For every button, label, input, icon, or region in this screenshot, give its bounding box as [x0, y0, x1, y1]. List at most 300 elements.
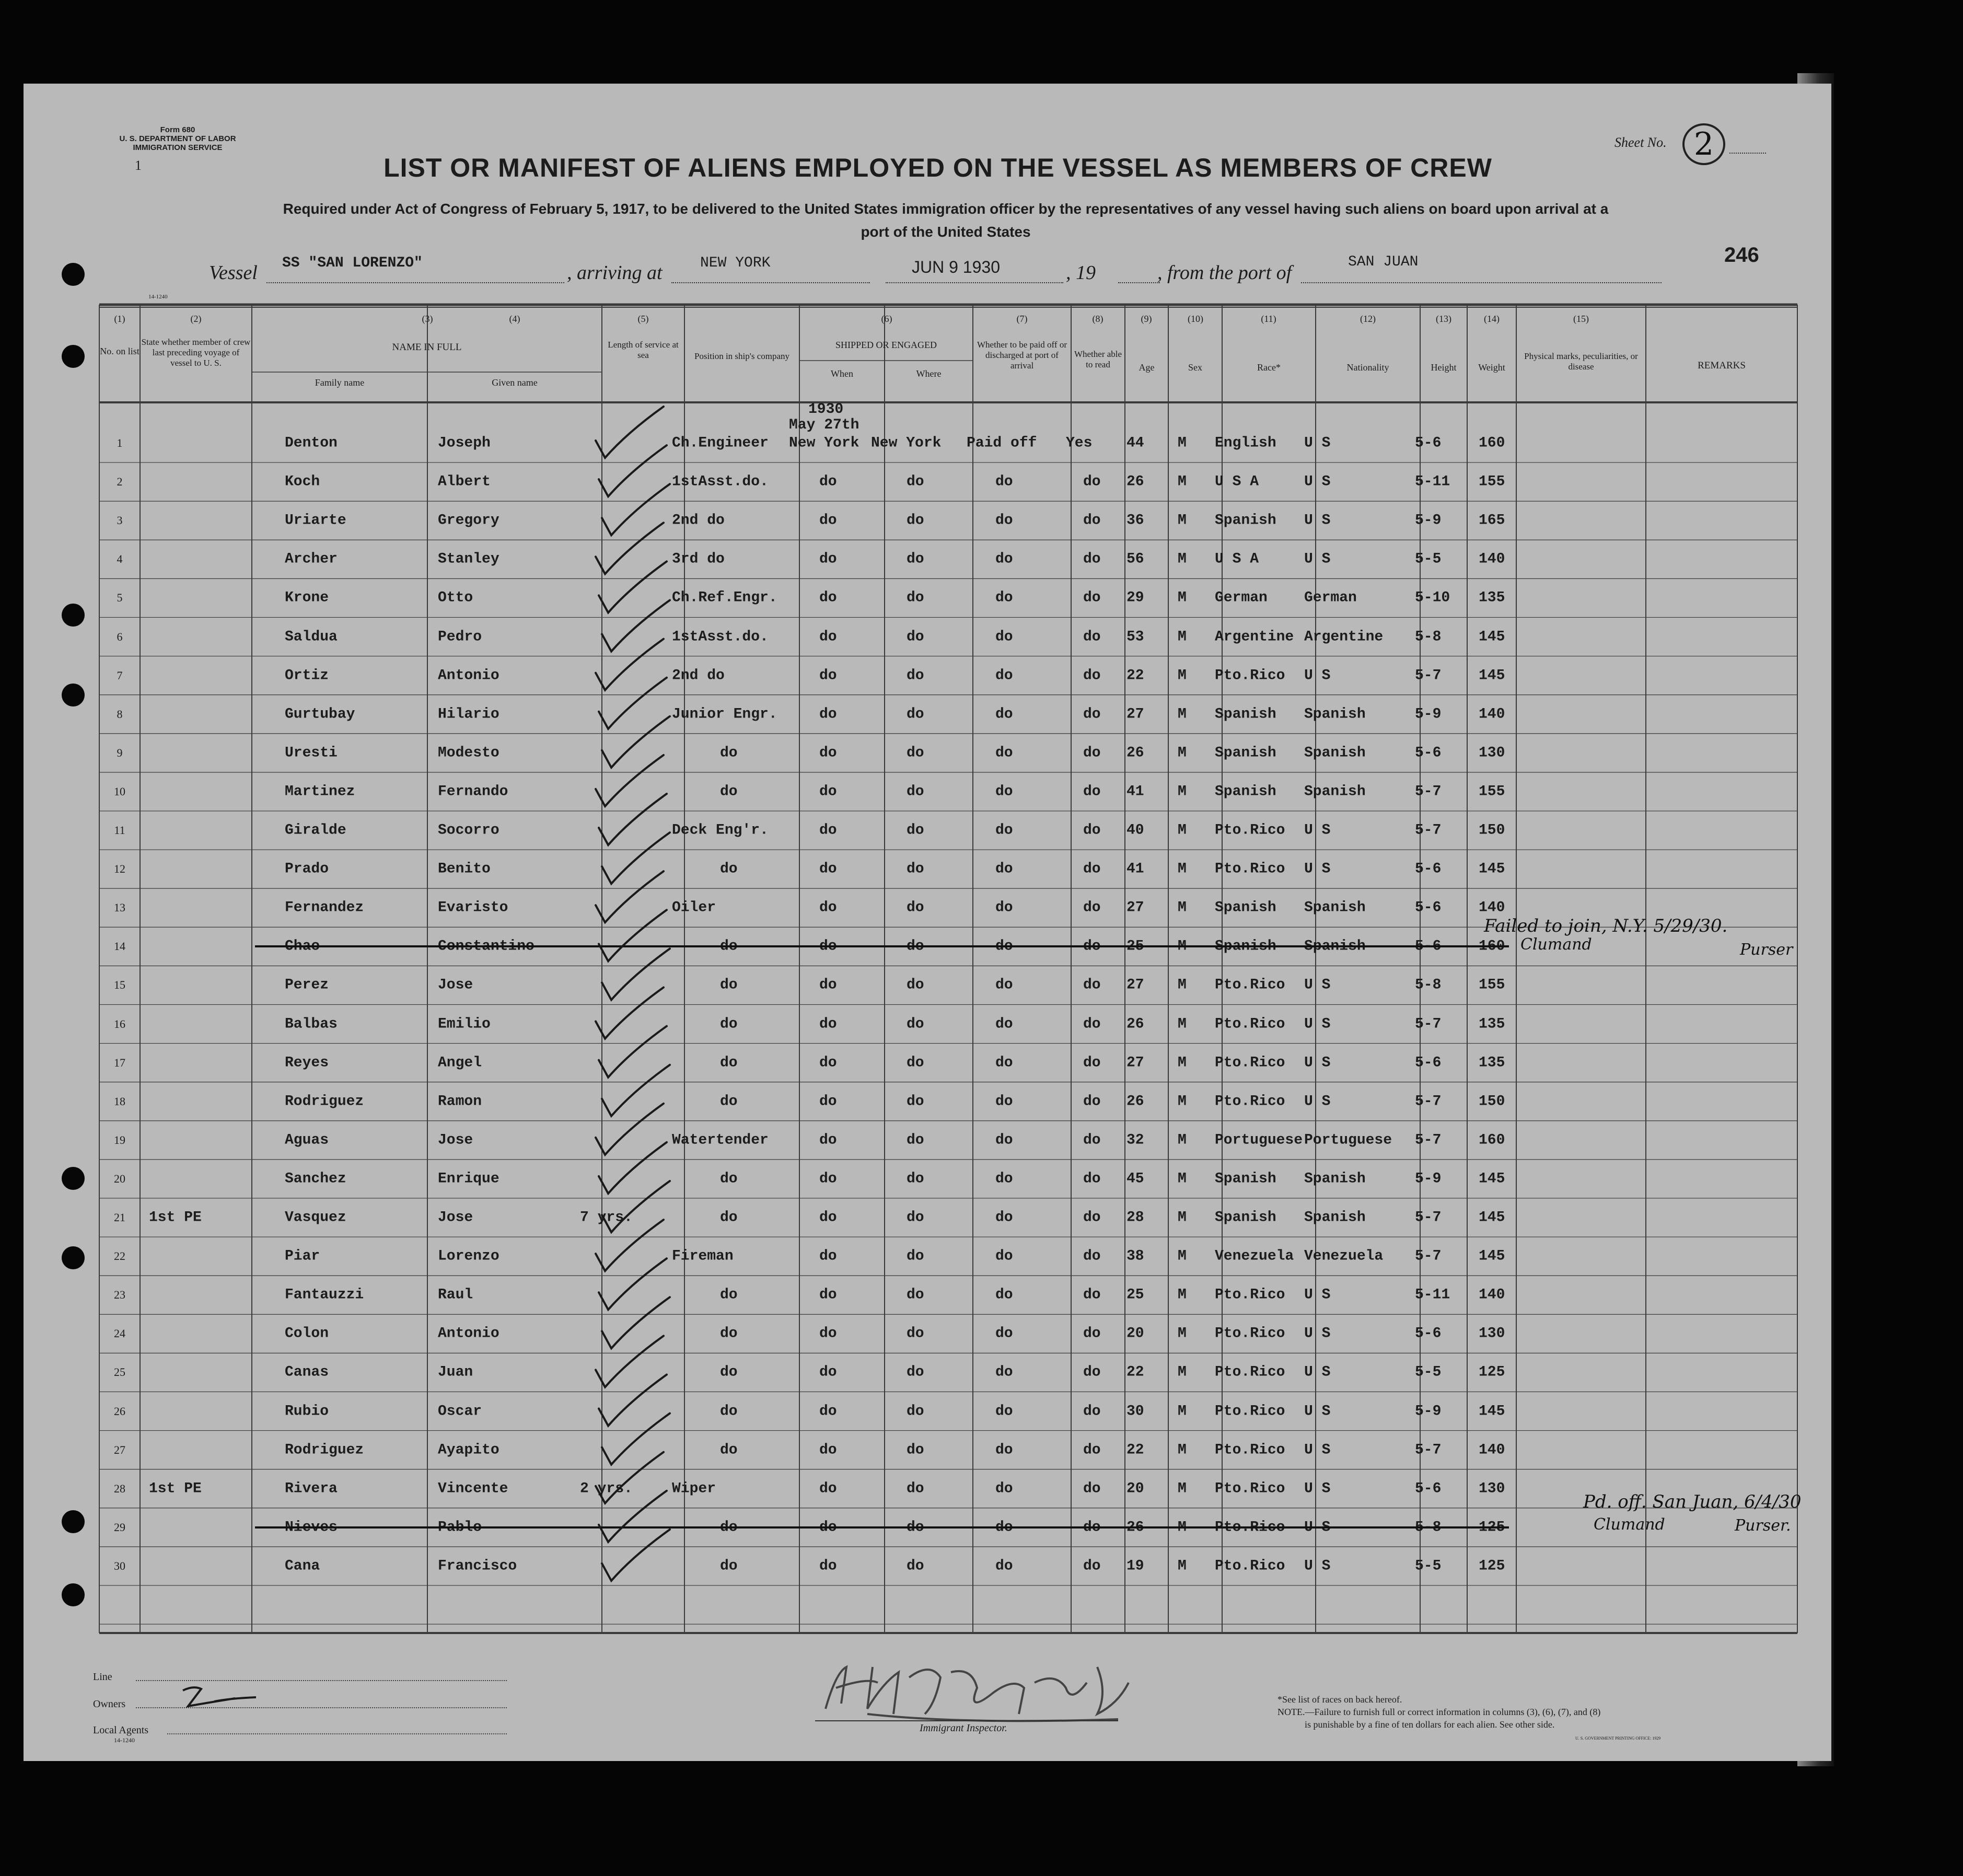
header-given: Given name: [492, 377, 538, 388]
cell-family: Cana: [285, 1558, 320, 1574]
cell-when: do: [819, 629, 837, 645]
cell-paid: do: [995, 706, 1013, 723]
cell-sex: M: [1178, 1132, 1187, 1149]
arriving-port: NEW YORK: [700, 255, 771, 271]
cell-weight: 145: [1479, 629, 1505, 645]
annotation-row29-title: Purser.: [1735, 1516, 1791, 1535]
cell-race: Spanish: [1215, 706, 1276, 723]
cell-read: do: [1083, 745, 1101, 761]
cell-sex: M: [1178, 435, 1187, 451]
cell-age: 38: [1126, 1248, 1144, 1265]
cell-race: Pto.Rico: [1215, 1558, 1285, 1574]
row-number: 27: [114, 1443, 125, 1456]
cell-age: 29: [1126, 589, 1144, 606]
cell-weight: 155: [1479, 473, 1505, 490]
cell-position: do: [720, 1055, 738, 1071]
cell-paid: do: [995, 783, 1013, 800]
cell-position: 1stAsst.do.: [672, 473, 769, 490]
cell-position: do: [720, 1442, 738, 1458]
cell-weight: 135: [1479, 1055, 1505, 1071]
cell-nat: U S: [1304, 1519, 1331, 1536]
cell-sex: M: [1178, 899, 1187, 916]
cell-nat: U S: [1304, 512, 1331, 529]
cell-where: do: [907, 667, 924, 684]
cell-given: Jose: [438, 1209, 473, 1226]
cell-height: 5-5: [1415, 551, 1442, 568]
cell-nat: Spanish: [1304, 783, 1366, 800]
cell-race: German: [1215, 589, 1268, 606]
cell-read: do: [1083, 1248, 1101, 1265]
row-number: 29: [114, 1520, 125, 1534]
cell-age: 20: [1126, 1480, 1144, 1497]
cell-race: Pto.Rico: [1215, 861, 1285, 877]
cell-sex: M: [1178, 551, 1187, 568]
cell-weight: 165: [1479, 512, 1505, 529]
cell-given: Raul: [438, 1287, 473, 1303]
cell-nat: German: [1304, 589, 1357, 606]
cell-when: do: [819, 861, 837, 877]
header-age: Age: [1139, 362, 1155, 373]
cell-given: Jose: [438, 977, 473, 993]
cell-weight: 140: [1479, 1287, 1505, 1303]
annotation-row14-signature: Clumand: [1520, 935, 1592, 954]
cell-given: Socorro: [438, 822, 500, 839]
cell-race: Pto.Rico: [1215, 1287, 1285, 1303]
cell-given: Francisco: [438, 1558, 517, 1574]
cell-read: do: [1083, 899, 1101, 916]
cell-height: 5-6: [1415, 899, 1442, 916]
cell-position: do: [720, 1558, 738, 1574]
cell-family: Gurtubay: [285, 706, 355, 723]
header-weight: Weight: [1478, 362, 1505, 373]
cell-weight: 125: [1479, 1558, 1505, 1574]
cell-weight: 150: [1479, 1093, 1505, 1110]
cell-weight: 135: [1479, 589, 1505, 606]
column-number: (14): [1484, 314, 1500, 324]
annotation-row14-title: Purser: [1740, 941, 1793, 959]
cell-where: do: [907, 589, 924, 606]
cell-where: do: [907, 473, 924, 490]
cell-where: do: [907, 1132, 924, 1149]
header-position: Position in ship's company: [694, 351, 790, 361]
cell-sex: M: [1178, 977, 1187, 993]
cell-race: Venezuela: [1215, 1248, 1294, 1265]
cell-family: Piar: [285, 1248, 320, 1265]
cell-where: do: [907, 1248, 924, 1265]
cell-sex: M: [1178, 1364, 1187, 1381]
header-remarks: REMARKS: [1698, 360, 1746, 371]
cell-paid: do: [995, 589, 1013, 606]
cell-height: 5-6: [1415, 745, 1442, 761]
cell-paid: do: [995, 1287, 1013, 1303]
row-number: 5: [117, 591, 123, 605]
cell-read: do: [1083, 629, 1101, 645]
cell-when: do: [819, 1093, 837, 1110]
cell-given: Albert: [438, 473, 491, 490]
cell-where: do: [907, 1093, 924, 1110]
cell-read: do: [1083, 977, 1101, 993]
cell-height: 5-7: [1415, 783, 1442, 800]
cell-paid: do: [995, 1403, 1013, 1419]
cell-read: do: [1083, 1480, 1101, 1497]
sheet-number: 2: [1682, 123, 1725, 165]
row-number: 19: [114, 1133, 125, 1147]
cell-height: 5-5: [1415, 1558, 1442, 1574]
checkmark-icon: [596, 639, 664, 690]
cell-nat: U S: [1304, 1403, 1331, 1419]
header-length: Length of service at sea: [608, 340, 679, 360]
gpo-note: U. S. GOVERNMENT PRINTING OFFICE: 1929: [1575, 1736, 1661, 1741]
cell-race: Argentine: [1215, 629, 1294, 645]
cell-family: Perez: [285, 977, 329, 993]
checkmark-icon: [596, 407, 664, 458]
cell-given: Lorenzo: [438, 1248, 500, 1265]
cell-height: 5-7: [1415, 1016, 1442, 1032]
row-number: 30: [114, 1559, 125, 1572]
cell-position: 2nd do: [672, 512, 725, 529]
cell-nat: U S: [1304, 822, 1331, 839]
cell-sex: M: [1178, 589, 1187, 606]
cell-weight: 150: [1479, 822, 1505, 839]
cell-position: do: [720, 1209, 738, 1226]
cell-where: do: [907, 1171, 924, 1187]
cell-family: Ortiz: [285, 667, 329, 684]
row-number: 26: [114, 1404, 125, 1418]
cell-family: Rodriguez: [285, 1093, 364, 1110]
cell-read: do: [1083, 1325, 1101, 1342]
cell-when: do: [819, 1403, 837, 1419]
cell-age: 22: [1126, 1442, 1144, 1458]
page-number: 246: [1724, 244, 1759, 267]
annotation-row29-note: Pd. off. San Juan, 6/4/30: [1583, 1491, 1802, 1512]
cell-weight: 140: [1479, 1442, 1505, 1458]
header-read: Whether able to read: [1074, 349, 1122, 369]
race-note: *See list of races on back hereof.: [1277, 1694, 1402, 1705]
cell-height: 5-9: [1415, 1171, 1442, 1187]
cell-when: do: [819, 667, 837, 684]
cell-read: do: [1083, 1364, 1101, 1381]
cell-weight: 135: [1479, 1016, 1505, 1032]
column-number: (1): [114, 314, 125, 324]
checkmark-icon: [596, 523, 664, 574]
cell-position: do: [720, 1325, 738, 1342]
cell-weight: 140: [1479, 551, 1505, 568]
cell-sex: M: [1178, 745, 1187, 761]
header-family: Family name: [315, 377, 365, 388]
cell-position: 3rd do: [672, 551, 725, 568]
cell-family: Colon: [285, 1325, 329, 1342]
cell-nat: U S: [1304, 435, 1331, 451]
cell-family: Chao: [285, 938, 320, 955]
cell-weight: 145: [1479, 1171, 1505, 1187]
cell-given: Ramon: [438, 1093, 482, 1110]
cell-age: 22: [1126, 1364, 1144, 1381]
column-number: (6): [881, 314, 892, 324]
column-number: (12): [1360, 314, 1376, 324]
arrival-date: JUN 9 1930: [912, 258, 1000, 276]
cell-age: 27: [1126, 706, 1144, 723]
cell-nat: U S: [1304, 1480, 1331, 1497]
cell-read: do: [1083, 861, 1101, 877]
cell-nat: Venezuela: [1304, 1248, 1384, 1265]
form-number: Form 680: [160, 125, 195, 134]
cell-when: do: [819, 1519, 837, 1536]
cell-position: Deck Eng'r.: [672, 822, 769, 839]
cell-height: 5-11: [1415, 473, 1450, 490]
cell-where: do: [907, 938, 924, 955]
cell-age: 53: [1126, 629, 1144, 645]
cell-read: do: [1083, 1442, 1101, 1458]
cell-when: do: [819, 1364, 837, 1381]
cell-weight: 130: [1479, 745, 1505, 761]
cell-read: do: [1083, 1055, 1101, 1071]
header-state: State whether member of crew last preceding voyage of vessel to U. S.: [141, 337, 251, 368]
cell-race: Pto.Rico: [1215, 1055, 1285, 1071]
cell-family: Martinez: [285, 783, 355, 800]
cell-sex: M: [1178, 1325, 1187, 1342]
cell-race: Spanish: [1215, 783, 1276, 800]
column-number: (13): [1436, 314, 1451, 324]
cell-family: Vasquez: [285, 1209, 346, 1226]
cell-position: do: [720, 1287, 738, 1303]
header-height: Height: [1431, 362, 1457, 373]
cell-given: Pedro: [438, 629, 482, 645]
cell-sex: M: [1178, 822, 1187, 839]
cell-given: Angel: [438, 1055, 482, 1071]
cell-where: do: [907, 822, 924, 839]
cell-read: do: [1083, 1132, 1101, 1149]
cell-family: Rubio: [285, 1403, 329, 1419]
cell-when: do: [819, 706, 837, 723]
cell-paid: do: [995, 1248, 1013, 1265]
cell-height: 5-6: [1415, 1325, 1442, 1342]
cell-family: Prado: [285, 861, 329, 877]
footer-owners-label: Owners: [93, 1698, 126, 1710]
header-race: Race*: [1257, 362, 1281, 373]
cell-race: Spanish: [1215, 1171, 1276, 1187]
cell-height: 5-7: [1415, 1209, 1442, 1226]
cell-weight: 145: [1479, 861, 1505, 877]
cell-weight: 160: [1479, 1132, 1505, 1149]
cell-position: do: [720, 977, 738, 993]
cell-sex: M: [1178, 1287, 1187, 1303]
service: IMMIGRATION SERVICE: [133, 143, 223, 152]
inspector-line: [815, 1720, 1118, 1721]
cell-weight: 140: [1479, 899, 1505, 916]
cell-position: Junior Engr.: [672, 706, 777, 723]
cell-paid: do: [995, 667, 1013, 684]
cell-height: 5-10: [1415, 589, 1450, 606]
cell-given: Oscar: [438, 1403, 482, 1419]
cell-given: Antonio: [438, 667, 500, 684]
cell-paid: do: [995, 473, 1013, 490]
cell-where: do: [907, 1055, 924, 1071]
inspector-signature: [805, 1651, 1139, 1730]
cell-race: Pto.Rico: [1215, 667, 1285, 684]
cell-when: do: [819, 1016, 837, 1032]
cell-height: 5-7: [1415, 822, 1442, 839]
cell-sex: M: [1178, 706, 1187, 723]
cell-family: Koch: [285, 473, 320, 490]
cell-when: do: [819, 899, 837, 916]
cell-sex: M: [1178, 861, 1187, 877]
cell-sex: M: [1178, 1209, 1187, 1226]
cell-race: Spanish: [1215, 938, 1276, 955]
cell-when: do: [819, 1287, 837, 1303]
cell-age: 44: [1126, 435, 1144, 451]
cell-weight: 145: [1479, 1209, 1505, 1226]
fine-note-1: NOTE.—Failure to furnish full or correct information in columns (3), (6), (7), and (8): [1277, 1707, 1601, 1717]
cell-height: 5-7: [1415, 667, 1442, 684]
cell-age: 41: [1126, 861, 1144, 877]
row-number: 15: [114, 978, 125, 992]
cell-given: Emilio: [438, 1016, 491, 1032]
checkmark-icon: [596, 988, 664, 1039]
cell-read: do: [1083, 706, 1101, 723]
cell-paid: do: [995, 1209, 1013, 1226]
cell-nat: U S: [1304, 1055, 1331, 1071]
row-number: 11: [114, 824, 125, 837]
cell-position: do: [720, 1171, 738, 1187]
cell-nat: U S: [1304, 667, 1331, 684]
footer-line-label: Line: [93, 1671, 112, 1683]
cell-read: do: [1083, 1403, 1101, 1419]
cell-where: do: [907, 1287, 924, 1303]
column-number: (15): [1573, 314, 1589, 324]
cell-given: Vincente: [438, 1480, 508, 1497]
cell-where: do: [907, 1558, 924, 1574]
cell-read: do: [1083, 512, 1101, 529]
vessel-label: Vessel: [209, 262, 258, 284]
cell-family: Uriarte: [285, 512, 346, 529]
cell-nat: U S: [1304, 473, 1331, 490]
cell-weight: 140: [1479, 706, 1505, 723]
page-title: LIST OR MANIFEST OF ALIENS EMPLOYED ON THE VESSEL AS MEMBERS OF CREW: [384, 153, 1492, 182]
cell-height: 5-9: [1415, 706, 1442, 723]
cell-read: do: [1083, 1558, 1101, 1574]
cell-age: 27: [1126, 977, 1144, 993]
cell-nat: U S: [1304, 551, 1331, 568]
from-port: SAN JUAN: [1348, 254, 1419, 270]
cell-when: do: [819, 589, 837, 606]
cell-age: 32: [1126, 1132, 1144, 1149]
cell-when: do: [819, 1055, 837, 1071]
cell-position: Watertender: [672, 1132, 769, 1149]
row-number: 12: [114, 862, 125, 876]
cell-sex: M: [1178, 938, 1187, 955]
first-row-year: 1930: [808, 401, 844, 418]
cell-when: do: [819, 1480, 837, 1497]
cell-where: do: [907, 1403, 924, 1419]
cell-position: Oiler: [672, 899, 716, 916]
subtitle-line-1: Required under Act of Congress of February 5, 1917, to be delivered to the United States immigration officer by the representatives of any vessel having such aliens on board upon arrival at a: [283, 201, 1609, 217]
cell-age: 26: [1126, 473, 1144, 490]
cell-when: New York: [789, 435, 859, 451]
cell-sex: M: [1178, 1558, 1187, 1574]
cell-height: 5-6: [1415, 938, 1442, 955]
cell-nat: U S: [1304, 1016, 1331, 1032]
cell-position: do: [720, 1364, 738, 1381]
checkmark-icon: [596, 1220, 664, 1271]
header-shipped: SHIPPED OR ENGAGED: [835, 340, 937, 350]
cell-paid: do: [995, 899, 1013, 916]
cell-race: U S A: [1215, 473, 1259, 490]
cell-age: 26: [1126, 1093, 1144, 1110]
cell-given: Constantino: [438, 938, 535, 955]
cell-race: Portuguese: [1215, 1132, 1303, 1149]
cell-where: do: [907, 512, 924, 529]
cell-family: Fantauzzi: [285, 1287, 364, 1303]
cell-where: New York: [871, 435, 942, 451]
cell-read: do: [1083, 822, 1101, 839]
cell-where: do: [907, 977, 924, 993]
cell-height: 5-7: [1415, 1093, 1442, 1110]
footer-agents-dotline: [167, 1733, 507, 1734]
cell-height: 5-9: [1415, 1403, 1442, 1419]
column-number: (9): [1141, 314, 1152, 324]
cell-read: do: [1083, 1287, 1101, 1303]
cell-sex: M: [1178, 1016, 1187, 1032]
cell-age: 27: [1126, 1055, 1144, 1071]
row-number: 23: [114, 1288, 125, 1302]
cell-read: Yes: [1066, 435, 1093, 451]
cell-sex: M: [1178, 629, 1187, 645]
row-number: 21: [114, 1211, 125, 1224]
header-paid: Whether to be paid off or discharged at port of arrival: [977, 340, 1067, 370]
cell-nat: Spanish: [1304, 899, 1366, 916]
checkmark-icon: [596, 1452, 664, 1503]
column-number: (5): [637, 314, 649, 324]
cell-height: 5-7: [1415, 1442, 1442, 1458]
cell-family: Reyes: [285, 1055, 329, 1071]
cell-read: do: [1083, 589, 1101, 606]
cell-sex: M: [1178, 1480, 1187, 1497]
row-number: 25: [114, 1365, 125, 1379]
cell-nat: U S: [1304, 1558, 1331, 1574]
cell-nat: Portuguese: [1304, 1132, 1392, 1149]
cell-race: Pto.Rico: [1215, 1403, 1285, 1419]
cell-given: Enrique: [438, 1171, 500, 1187]
checkmark-icon: [596, 1336, 664, 1387]
cell-weight: 160: [1479, 938, 1505, 955]
cell-nat: U S: [1304, 861, 1331, 877]
cell-weight: 155: [1479, 977, 1505, 993]
cell-height: 5-5: [1415, 1364, 1442, 1381]
cell-age: 56: [1126, 551, 1144, 568]
cell-age: 27: [1126, 899, 1144, 916]
cell-sex: M: [1178, 1093, 1187, 1110]
cell-nat: Spanish: [1304, 1171, 1366, 1187]
cell-paid: do: [995, 822, 1013, 839]
cell-where: do: [907, 783, 924, 800]
cell-weight: 125: [1479, 1364, 1505, 1381]
cell-race: Spanish: [1215, 1209, 1276, 1226]
cell-given: Jose: [438, 1132, 473, 1149]
cell-position: do: [720, 1519, 738, 1536]
cell-paid: do: [995, 861, 1013, 877]
subtitle-line-2: port of the United States: [861, 224, 1031, 240]
cell-where: do: [907, 1442, 924, 1458]
cell-race: Pto.Rico: [1215, 1480, 1285, 1497]
cell-when: do: [819, 783, 837, 800]
cell-sex: M: [1178, 1442, 1187, 1458]
cell-given: Pablo: [438, 1519, 482, 1536]
cell-age: 25: [1126, 1287, 1144, 1303]
cell-when: do: [819, 512, 837, 529]
column-number: (7): [1016, 314, 1028, 324]
header-name: NAME IN FULL: [392, 342, 462, 353]
column-number: (8): [1092, 314, 1104, 324]
